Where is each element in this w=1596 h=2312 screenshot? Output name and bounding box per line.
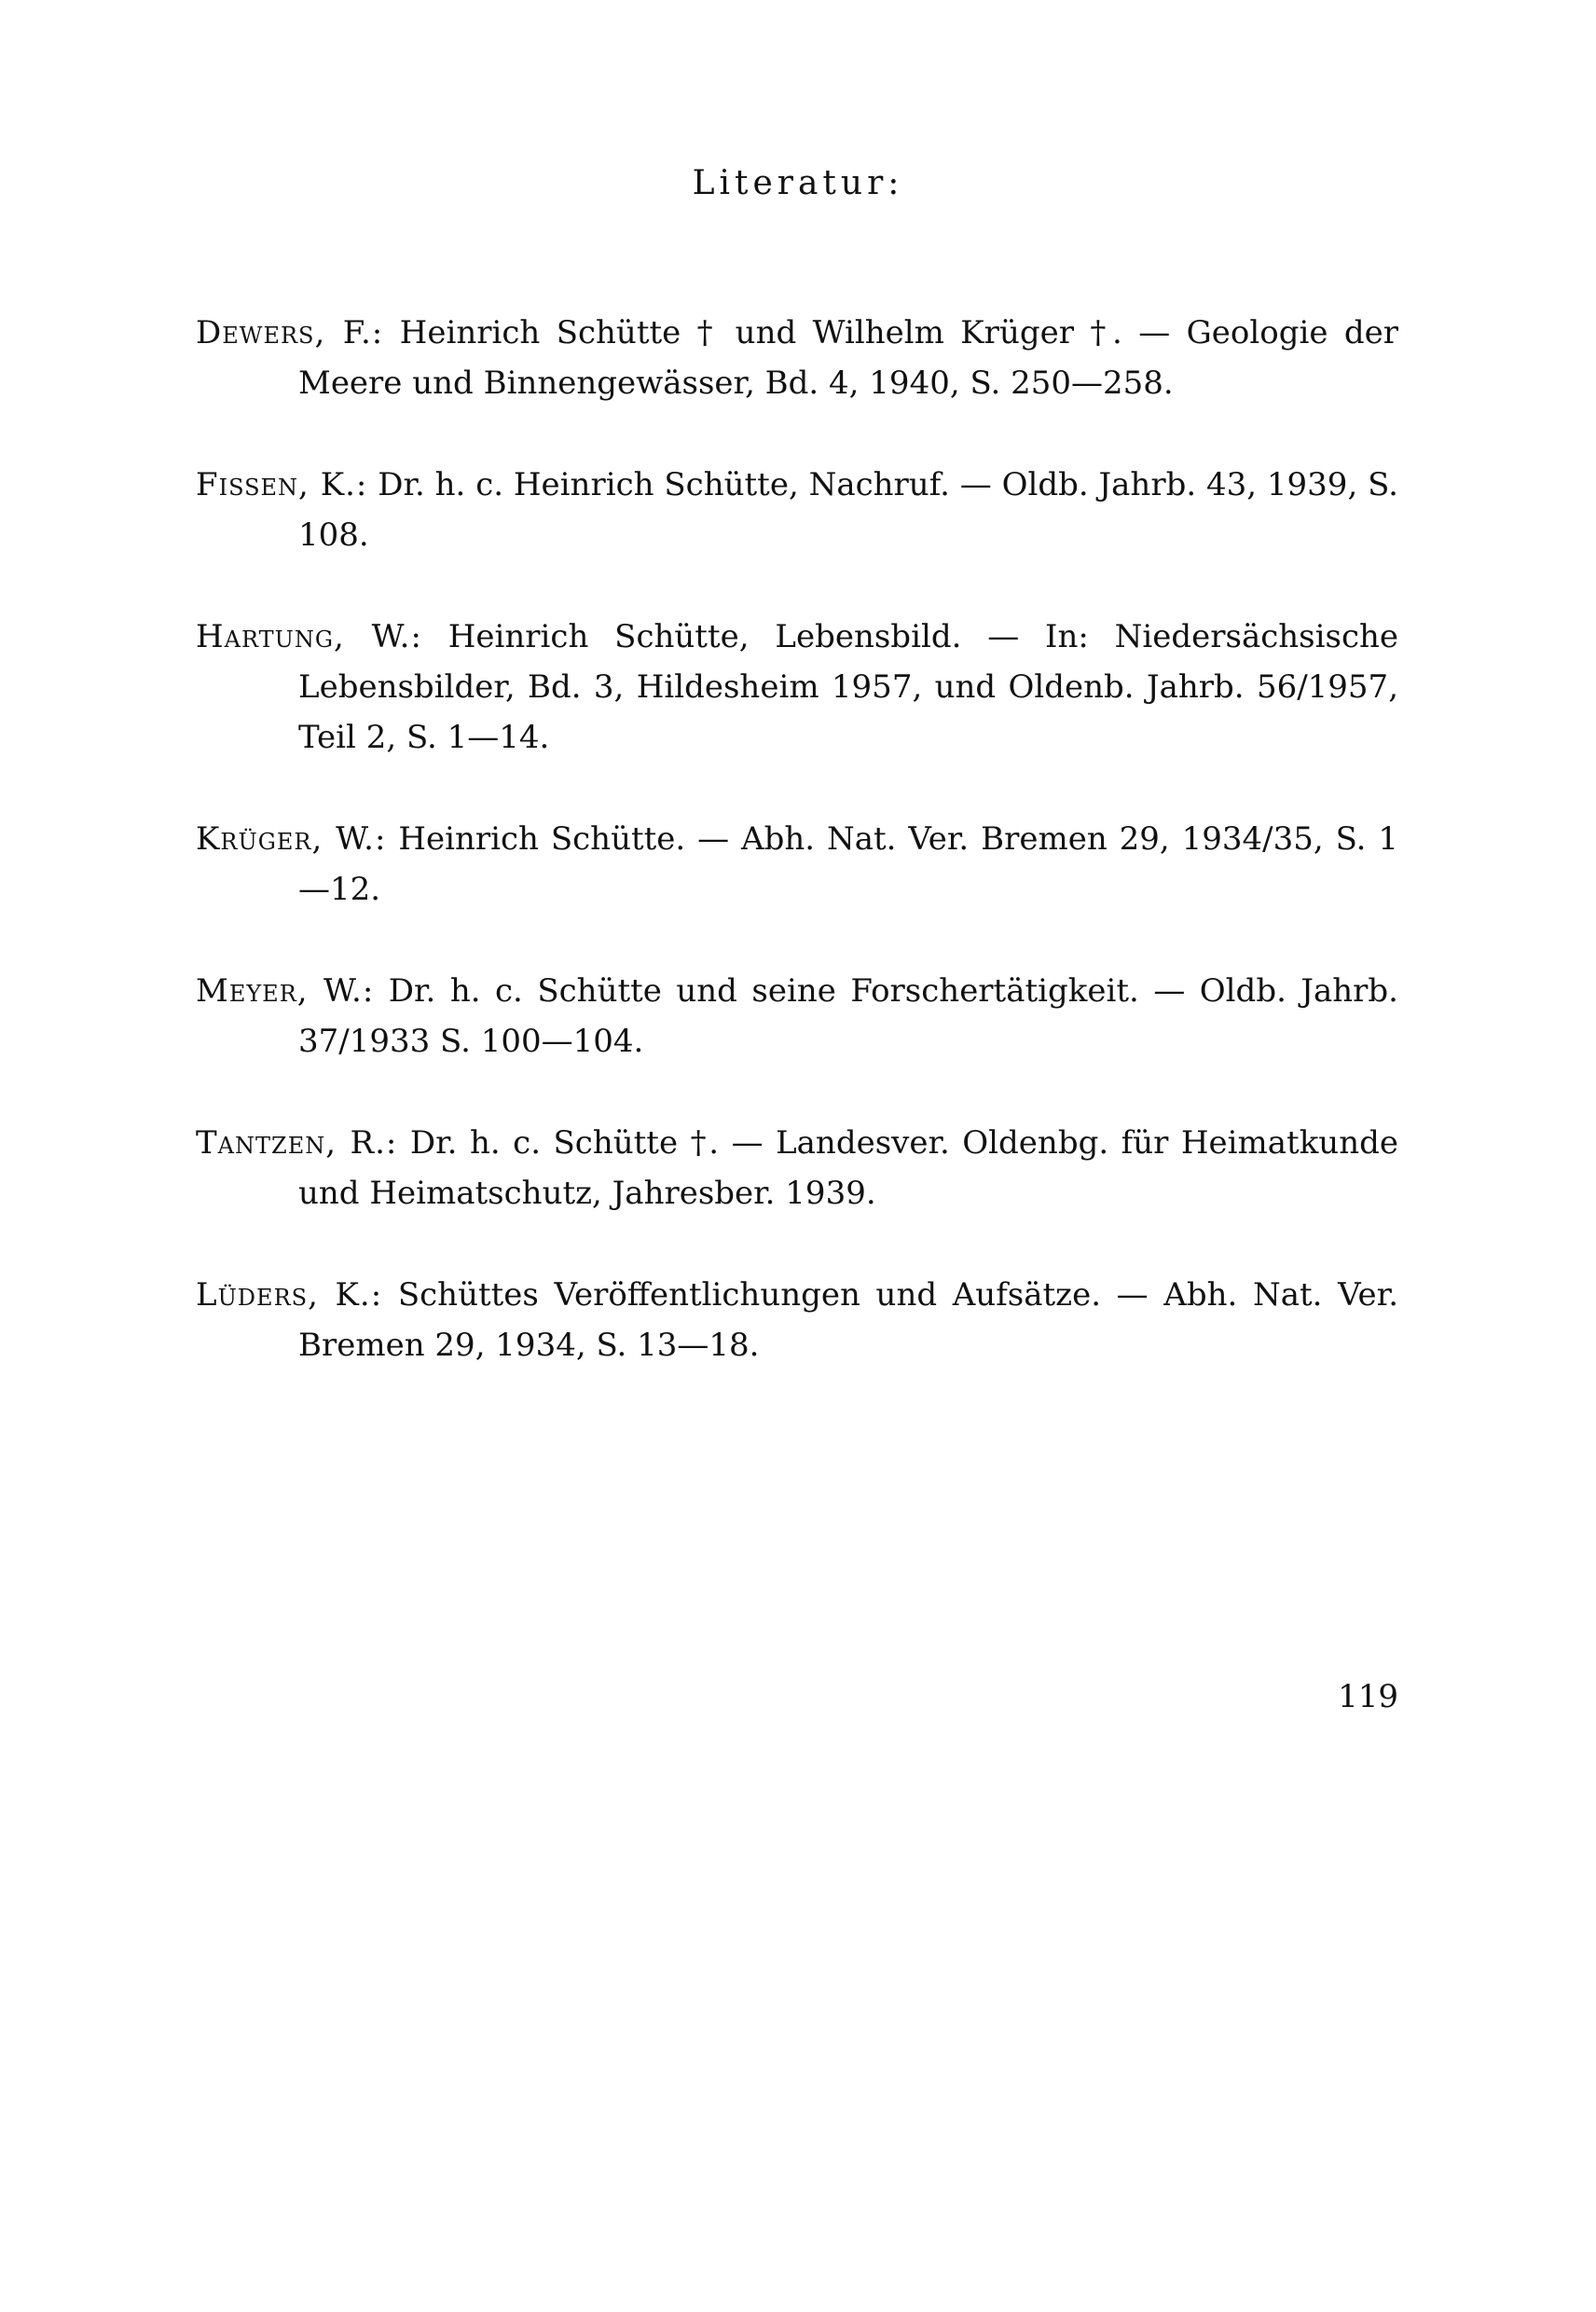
entry-author: Lüders, K.:	[196, 1276, 383, 1314]
entry-text: Dr. h. c. Schütte †. — Landesver. Oldenbg. für Heimatkunde und Heimatschutz, Jahresber. 1939.	[298, 1124, 1398, 1212]
entry-text: Heinrich Schütte † und Wilhelm Krüger †. — Geologie der Meere und Binnengewässer, Bd. 4, 1940, S. 250—258.	[298, 314, 1399, 402]
bibliography-entry	[196, 1118, 1398, 1218]
entry-text: Heinrich Schütte, Lebensbild. — In: Niedersächsische Lebensbilder, Bd. 3, Hildesheim 1957, und Oldenb. Jahrb. 56/1957, Teil 2, S. 1—14.	[298, 618, 1399, 756]
entry-author: Hartung, W.:	[196, 618, 422, 655]
entry-author: Krüger, W.:	[196, 820, 387, 858]
section-heading: Literatur:	[692, 164, 904, 202]
entry-text: Dr. h. c. Heinrich Schütte, Nachruf. — Oldb. Jahrb. 43, 1939, S. 108.	[298, 466, 1398, 554]
entry-text: Schüttes Veröffentlichungen und Aufsätze. — Abh. Nat. Ver. Bremen 29, 1934, S. 13—18.	[298, 1276, 1399, 1364]
bibliography-entry	[196, 1270, 1398, 1370]
bibliography-entry	[196, 966, 1398, 1067]
bibliography-list	[196, 276, 1398, 1422]
entry-author: Fissen, K.:	[196, 466, 368, 503]
entry-author: Meyer, W.:	[196, 972, 375, 1010]
bibliography-entry	[196, 308, 1398, 408]
entry-text: Heinrich Schütte. — Abh. Nat. Ver. Bremen 29, 1934/35, S. 1—12.	[298, 820, 1398, 908]
entry-author: Dewers, F.:	[196, 314, 384, 351]
bibliography-entry	[196, 814, 1398, 915]
bibliography-entry	[196, 612, 1398, 763]
bibliography-entry	[196, 460, 1398, 560]
entry-text: Dr. h. c. Schütte und seine Forschertätigkeit. — Oldb. Jahrb. 37/1933 S. 100—104.	[298, 972, 1398, 1060]
page-number: 119	[1338, 1678, 1398, 1715]
entry-author: Tantzen, R.:	[196, 1124, 398, 1162]
